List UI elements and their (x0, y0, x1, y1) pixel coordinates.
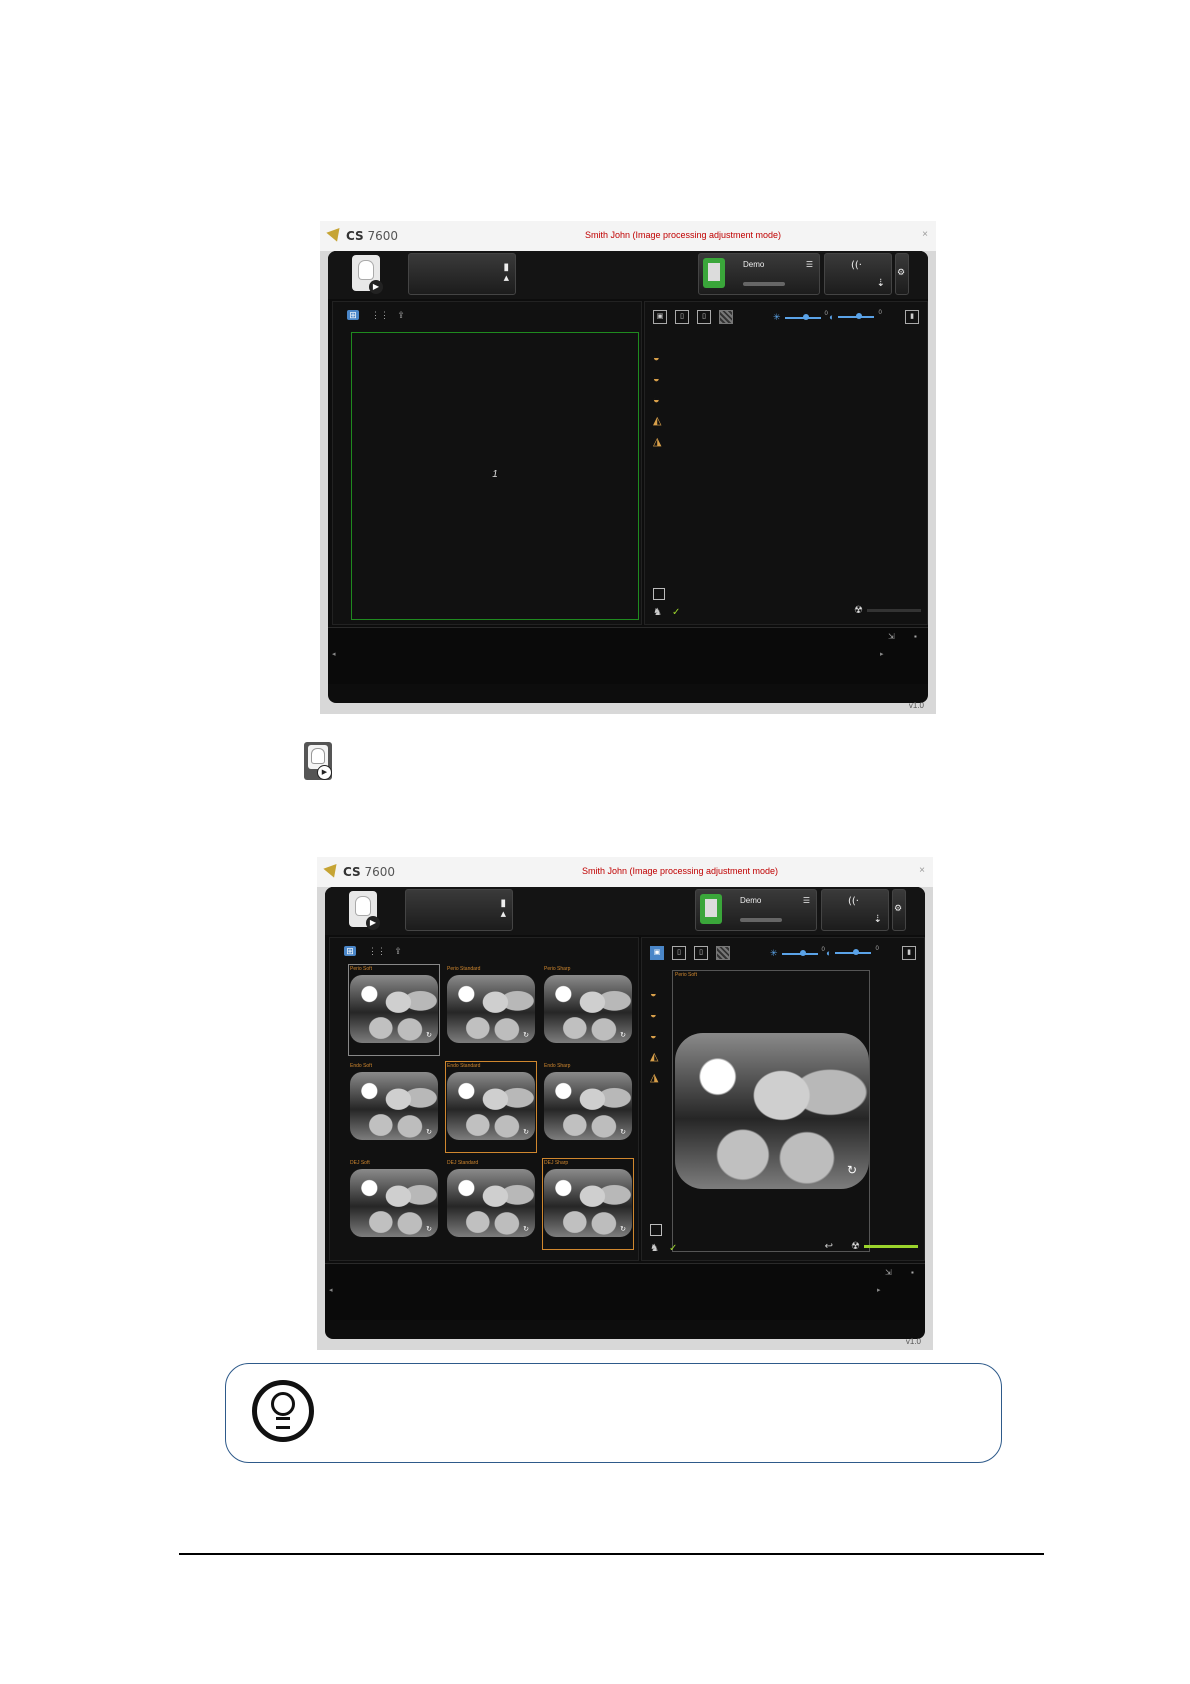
window-title: Smith John (Image processing adjustment mode) (581, 866, 779, 876)
brightness-slider[interactable] (782, 953, 818, 955)
layout-single-button[interactable]: ▣ (650, 946, 664, 960)
tab-grid-view[interactable]: ⋮⋮ (371, 310, 389, 320)
sensor-device-icon (703, 258, 725, 288)
scroll-left-icon[interactable]: ◂ (329, 1287, 333, 1294)
patient-acquisition-button[interactable] (352, 255, 380, 291)
device-selector[interactable] (695, 889, 817, 931)
check-tooth-icon[interactable]: ✓ (668, 1243, 678, 1254)
xray-thumbnail-image[interactable] (350, 1169, 438, 1237)
xray-thumbnail-image[interactable] (447, 975, 535, 1043)
connection-box[interactable] (821, 889, 889, 931)
dej-filter-icon[interactable]: ◒ (653, 394, 660, 406)
export-icon[interactable]: ⇲ (888, 632, 895, 641)
processing-tools (653, 352, 667, 449)
thumbnail-label: Endo Sharp (544, 1063, 571, 1069)
layout-portrait-alt-button[interactable]: ▯ (697, 310, 711, 324)
device-selector[interactable] (698, 253, 820, 295)
thumbnail-label: Perio Sharp (544, 966, 571, 972)
play-icon: ▶ (318, 766, 331, 779)
rotate-icon[interactable]: ↻ (426, 1129, 432, 1136)
device-slider[interactable] (740, 918, 782, 922)
perio-filter-icon[interactable]: ◒ (653, 352, 660, 364)
view-tabs (344, 946, 404, 956)
top-toolbar (328, 251, 928, 299)
app-name: CS (343, 865, 361, 879)
flip-horizontal-icon[interactable]: ◭ (653, 415, 662, 427)
preview-bottom-tools (653, 607, 680, 618)
preview-image-frame[interactable] (672, 970, 870, 1252)
endo-filter-icon[interactable]: ◒ (653, 373, 660, 385)
thumbnail-label: DEJ Standard (447, 1160, 479, 1166)
xray-thumbnail-image[interactable] (544, 1169, 632, 1237)
rotate-icon[interactable]: ↻ (523, 1129, 529, 1136)
menu-icon[interactable]: ☰ (802, 896, 810, 905)
thumbnail-panel (329, 937, 639, 1261)
radiation-icon: ☢ (854, 605, 863, 616)
layout-single-button[interactable]: ▣ (653, 310, 667, 324)
patient-selector[interactable] (408, 253, 516, 295)
radiation-icon: ☢ (851, 1241, 860, 1252)
sun-icon: ✳ (773, 312, 781, 322)
pattern-button[interactable] (716, 946, 730, 960)
brightness-slider[interactable] (785, 317, 821, 319)
preview-panel (644, 301, 928, 625)
filter-thumbnail[interactable] (445, 1061, 537, 1153)
rotate-icon[interactable]: ↻ (620, 1032, 626, 1039)
wifi-icon: ((· (848, 896, 859, 907)
filter-thumbnail[interactable] (348, 1061, 440, 1153)
scroll-right-icon[interactable]: ▸ (880, 651, 884, 658)
acquisition-button-icon (304, 742, 332, 780)
window-title: Smith John (Image processing adjustment mode) (584, 230, 782, 240)
tooth-icon (356, 897, 370, 915)
tab-single-view[interactable]: ⊞ (347, 310, 359, 320)
expand-button[interactable]: ▮ (902, 946, 916, 960)
dej-filter-icon[interactable]: ◒ (650, 1030, 657, 1042)
xray-level-bar (867, 609, 921, 612)
rotate-icon[interactable]: ↻ (620, 1129, 626, 1136)
top-toolbar (325, 887, 925, 935)
thumbnail-label: Perio Standard (447, 966, 481, 972)
tooth-icon[interactable]: ♞ (653, 607, 662, 618)
app-window (325, 887, 925, 1339)
contrast-slider[interactable] (838, 316, 874, 318)
close-icon[interactable]: × (919, 865, 925, 876)
lightbulb-icon (252, 1380, 314, 1442)
xray-thumbnail-image[interactable] (544, 975, 632, 1043)
preview-filter-label: Perio Soft (675, 972, 697, 978)
thumbnail-label: Perio Soft (350, 966, 372, 972)
preview-toolbar (653, 310, 733, 324)
device-name: Demo (740, 896, 762, 905)
xray-thumbnail-image[interactable] (350, 1072, 438, 1140)
check-tooth-icon[interactable]: ✓ (671, 607, 681, 618)
xray-thumbnail-image[interactable] (544, 1072, 632, 1140)
perio-filter-icon[interactable]: ◒ (650, 988, 657, 1000)
undo-icon[interactable]: ↩ (824, 1241, 834, 1252)
footer-divider (179, 1553, 1044, 1555)
preview-bottom-tools (650, 1243, 677, 1254)
scroll-right-icon[interactable]: ▸ (877, 1287, 881, 1294)
device-slider[interactable] (743, 282, 785, 286)
triangle-up-icon: ▲ (503, 274, 509, 282)
screenshot-empty-acquisition (320, 221, 936, 714)
tooth-icon: ▮ (503, 262, 509, 273)
title-bar (317, 857, 933, 887)
filter-thumbnail[interactable] (542, 1158, 634, 1250)
view-tabs (347, 310, 407, 320)
settings-button[interactable] (895, 253, 909, 295)
contrast-value: 0 (875, 946, 879, 952)
xray-thumbnail-image[interactable] (447, 1169, 535, 1237)
thumbnail-label: DEJ Soft (350, 1160, 370, 1166)
triangle-up-icon: ▲ (500, 910, 506, 918)
app-model: 7600 (367, 229, 399, 243)
usb-icon: ⇣ (873, 914, 882, 925)
tooth-icon[interactable]: ♞ (650, 1243, 659, 1254)
usb-icon: ⇣ (876, 278, 885, 289)
brightness-control[interactable] (773, 312, 828, 323)
pattern-button[interactable] (719, 310, 733, 324)
device-name: Demo (743, 260, 765, 269)
app-name: CS (346, 229, 364, 243)
layout-portrait-button[interactable]: ▯ (675, 310, 689, 324)
rotate-icon[interactable]: ↻ (426, 1226, 432, 1233)
tooth-icon: ▮ (500, 898, 506, 909)
rotate-icon[interactable]: ↻ (846, 1163, 857, 1177)
preview-xray-image[interactable] (675, 1033, 869, 1189)
filter-thumbnail[interactable] (348, 964, 440, 1056)
sun-icon: ✳ (770, 948, 778, 958)
xray-thumbnail-image[interactable] (350, 975, 438, 1043)
contrast-slider[interactable] (835, 952, 871, 954)
scroll-left-icon[interactable]: ◂ (332, 651, 336, 658)
tooth-icon (359, 261, 373, 279)
flip-horizontal-icon[interactable]: ◭ (650, 1051, 659, 1063)
thumbnail-strip (325, 1263, 925, 1320)
rotate-icon[interactable]: ↻ (523, 1032, 529, 1039)
xray-level-fill (864, 1245, 918, 1248)
thumbnail-strip (328, 627, 928, 684)
tab-grid-view[interactable]: ⋮⋮ (368, 946, 386, 956)
contrast-icon: ◐ (826, 948, 832, 958)
xray-thumbnail-image[interactable] (447, 1072, 535, 1140)
brightness-value: 0 (821, 946, 825, 953)
wifi-icon: ((· (851, 260, 862, 271)
processing-tools (650, 988, 664, 1085)
brightness-control[interactable] (770, 948, 825, 959)
flip-vertical-icon[interactable]: ◮ (650, 1072, 659, 1084)
contrast-icon: ◐ (829, 312, 835, 322)
contrast-control[interactable] (826, 948, 879, 958)
expand-button[interactable]: ▮ (905, 310, 919, 324)
brightness-value: 0 (824, 310, 828, 317)
tab-single-view[interactable]: ⊞ (344, 946, 356, 956)
patient-selector[interactable] (405, 889, 513, 931)
trash-icon[interactable]: ▪ (911, 1268, 914, 1277)
preview-panel (641, 937, 925, 1261)
tip-box (225, 1363, 1002, 1463)
export-icon[interactable]: ⇲ (885, 1268, 892, 1277)
rotate-icon[interactable]: ↻ (426, 1032, 432, 1039)
thumbnail-label: DEJ Sharp (544, 1160, 569, 1166)
sensor-device-icon (700, 894, 722, 924)
contrast-value: 0 (878, 310, 882, 316)
layout-portrait-alt-button[interactable]: ▯ (694, 946, 708, 960)
gear-icon: ⚙ (897, 268, 906, 278)
patient-acquisition-button[interactable] (349, 891, 377, 927)
layout-portrait-button[interactable]: ▯ (672, 946, 686, 960)
tab-export-view[interactable]: ⇪ (397, 310, 405, 320)
flip-vertical-icon[interactable]: ◮ (653, 436, 662, 448)
trash-icon[interactable]: ▪ (914, 632, 917, 641)
title-bar (320, 221, 936, 251)
filter-thumbnail[interactable] (542, 1061, 634, 1153)
screenshot-processing-thumbnails (317, 857, 933, 1350)
fit-to-window-icon[interactable] (653, 588, 665, 600)
filter-thumbnail-grid (348, 964, 638, 1250)
preview-toolbar (650, 946, 730, 960)
app-model: 7600 (364, 865, 396, 879)
filter-thumbnail[interactable] (445, 1158, 537, 1250)
contrast-control[interactable] (829, 312, 882, 322)
endo-filter-icon[interactable]: ◒ (650, 1009, 657, 1021)
filter-thumbnail[interactable] (445, 964, 537, 1056)
thumbnail-label: Endo Standard (447, 1063, 481, 1069)
rotate-icon[interactable]: ↻ (620, 1226, 626, 1233)
empty-image-frame[interactable] (351, 332, 639, 620)
xray-level-bar (864, 1245, 918, 1248)
thumbnail-panel (332, 301, 642, 625)
frame-number: 1 (492, 469, 498, 480)
version-label: v1.0 (905, 1337, 921, 1346)
gear-icon: ⚙ (894, 904, 903, 914)
thumbnail-label: Endo Soft (350, 1063, 372, 1069)
close-icon[interactable]: × (922, 229, 928, 240)
xray-level-indicator (825, 1241, 918, 1252)
connection-box[interactable] (824, 253, 892, 295)
fit-to-window-icon[interactable] (650, 1224, 662, 1236)
version-label: v1.0 (908, 701, 924, 710)
app-window (328, 251, 928, 703)
settings-button[interactable] (892, 889, 906, 931)
rotate-icon[interactable]: ↻ (523, 1226, 529, 1233)
tab-export-view[interactable]: ⇪ (394, 946, 402, 956)
xray-level-indicator (854, 605, 921, 616)
filter-thumbnail[interactable] (348, 1158, 440, 1250)
menu-icon[interactable]: ☰ (805, 260, 813, 269)
filter-thumbnail[interactable] (542, 964, 634, 1056)
